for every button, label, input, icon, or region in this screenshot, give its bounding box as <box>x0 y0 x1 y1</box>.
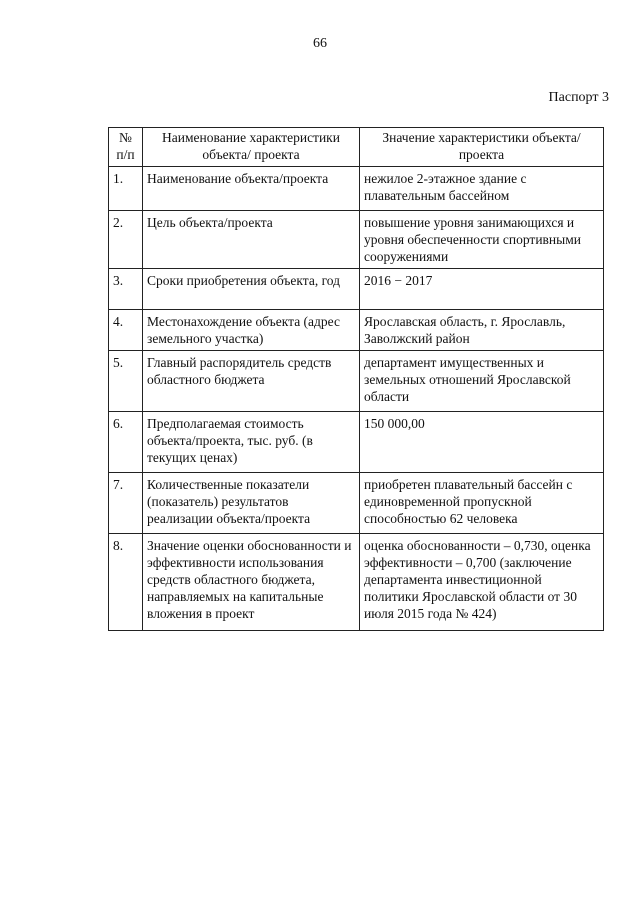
row-characteristic-name: Сроки приобретения объекта, год <box>143 269 360 310</box>
header-number: № п/п <box>109 128 143 167</box>
table-header-row <box>109 128 604 167</box>
row-characteristic-name: Наименование объекта/проекта <box>143 167 360 211</box>
header-characteristic-value: Значение характеристики объекта/ проекта <box>360 128 604 167</box>
table-row <box>109 310 604 351</box>
passport-label: Паспорт 3 <box>548 90 609 105</box>
row-number: 4. <box>109 310 143 351</box>
row-characteristic-name: Главный распорядитель средств областного бюджета <box>143 351 360 412</box>
row-number: 7. <box>109 473 143 534</box>
row-number: 6. <box>109 412 143 473</box>
row-number: 1. <box>109 167 143 211</box>
row-characteristic-name: Значение оценки обоснованности и эффективности использования средств областного бюджета, направляемых на капитальные вложения в проект <box>143 534 360 631</box>
table-row <box>109 412 604 473</box>
row-characteristic-name: Цель объекта/проекта <box>143 211 360 269</box>
table-row <box>109 534 604 631</box>
row-number: 3. <box>109 269 143 310</box>
row-number: 2. <box>109 211 143 269</box>
table-row <box>109 473 604 534</box>
row-characteristic-value: нежилое 2-этажное здание с плавательным бассейном <box>360 167 604 211</box>
page-number: 66 <box>313 36 327 51</box>
row-characteristic-value: Ярославская область, г. Ярославль, Заволжский район <box>360 310 604 351</box>
table-row <box>109 211 604 269</box>
row-characteristic-value: приобретен плавательный бассейн с единовременной пропускной способностью 62 человека <box>360 473 604 534</box>
row-characteristic-value: 150 000,00 <box>360 412 604 473</box>
row-characteristic-name: Предполагаемая стоимость объекта/проекта, тыс. руб. (в текущих ценах) <box>143 412 360 473</box>
row-number: 5. <box>109 351 143 412</box>
table-row <box>109 351 604 412</box>
row-characteristic-value: повышение уровня занимающихся и уровня обеспеченности спортивными сооружениями <box>360 211 604 269</box>
row-characteristic-value: оценка обоснованности – 0,730, оценка эффективности – 0,700 (заключение департамента инвестиционной политики Ярославской области от 30 июля 2015 года № 424) <box>360 534 604 631</box>
table-row <box>109 167 604 211</box>
row-characteristic-value: 2016 − 2017 <box>360 269 604 310</box>
row-characteristic-value: департамент имущественных и земельных отношений Ярославской области <box>360 351 604 412</box>
row-number: 8. <box>109 534 143 631</box>
row-characteristic-name: Местонахождение объекта (адрес земельного участка) <box>143 310 360 351</box>
passport-table <box>108 127 604 631</box>
table-row <box>109 269 604 310</box>
header-characteristic-name: Наименование характеристики объекта/ проекта <box>143 128 360 167</box>
row-characteristic-name: Количественные показатели (показатель) результатов реализации объекта/проекта <box>143 473 360 534</box>
